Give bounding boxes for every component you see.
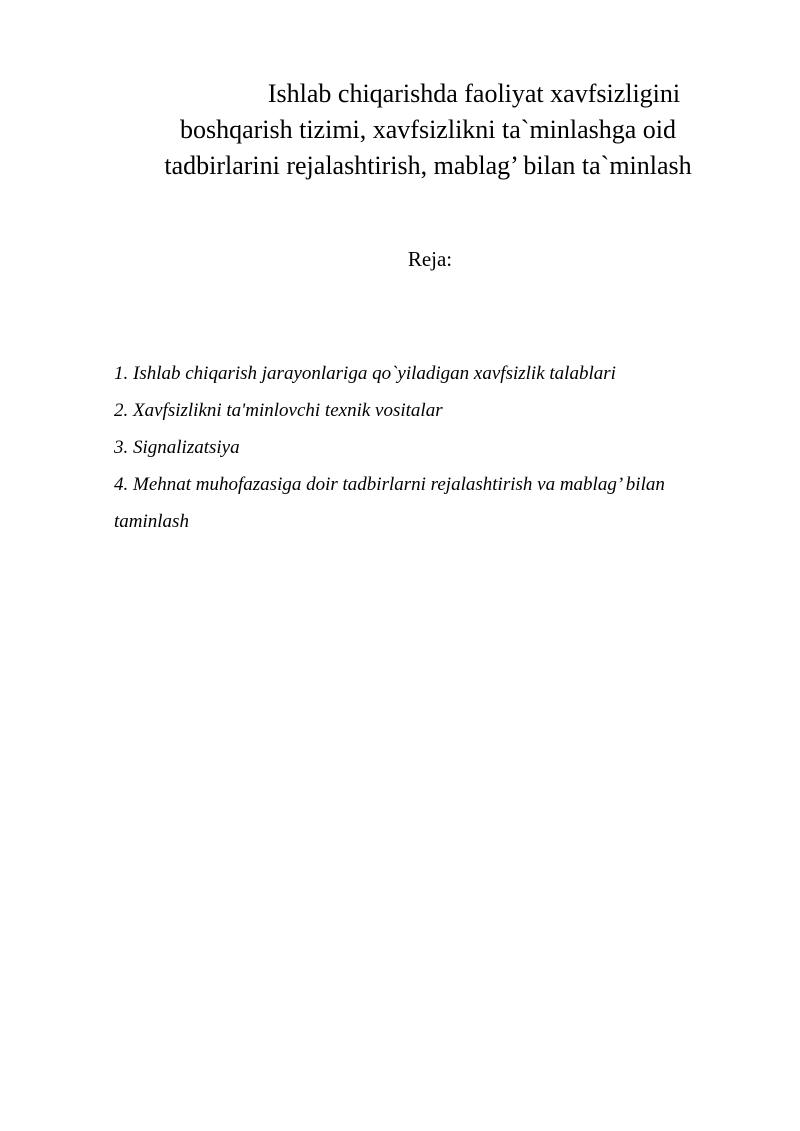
plan-item-4: 4. Mehnat muhofazasiga doir tadbirlarni rejalashtirish va mablag’ bilan bbox=[114, 474, 665, 495]
title-line-1: Ishlab chiqarishda faoliyat xavfsizligini bbox=[267, 79, 681, 108]
title-line-2: boshqarish tizimi, xavfsizlikni ta`minlashga oid bbox=[179, 115, 677, 144]
document-title bbox=[100, 76, 756, 184]
plan-heading: Reja: bbox=[407, 247, 453, 271]
plan-item-4-continuation: taminlash bbox=[114, 511, 189, 532]
plan-item-1: 1. Ishlab chiqarish jarayonlariga qo`yiladigan xavfsizlik talablari bbox=[114, 363, 616, 384]
title-line-3: tadbirlarini rejalashtirish, mablag’ bilan ta`minlash bbox=[164, 151, 692, 180]
plan-list bbox=[114, 355, 754, 540]
plan-item-2: 2. Xavfsizlikni ta'minlovchi texnik vositalar bbox=[114, 400, 443, 421]
plan-item-3: 3. Signalizatsiya bbox=[114, 437, 240, 458]
